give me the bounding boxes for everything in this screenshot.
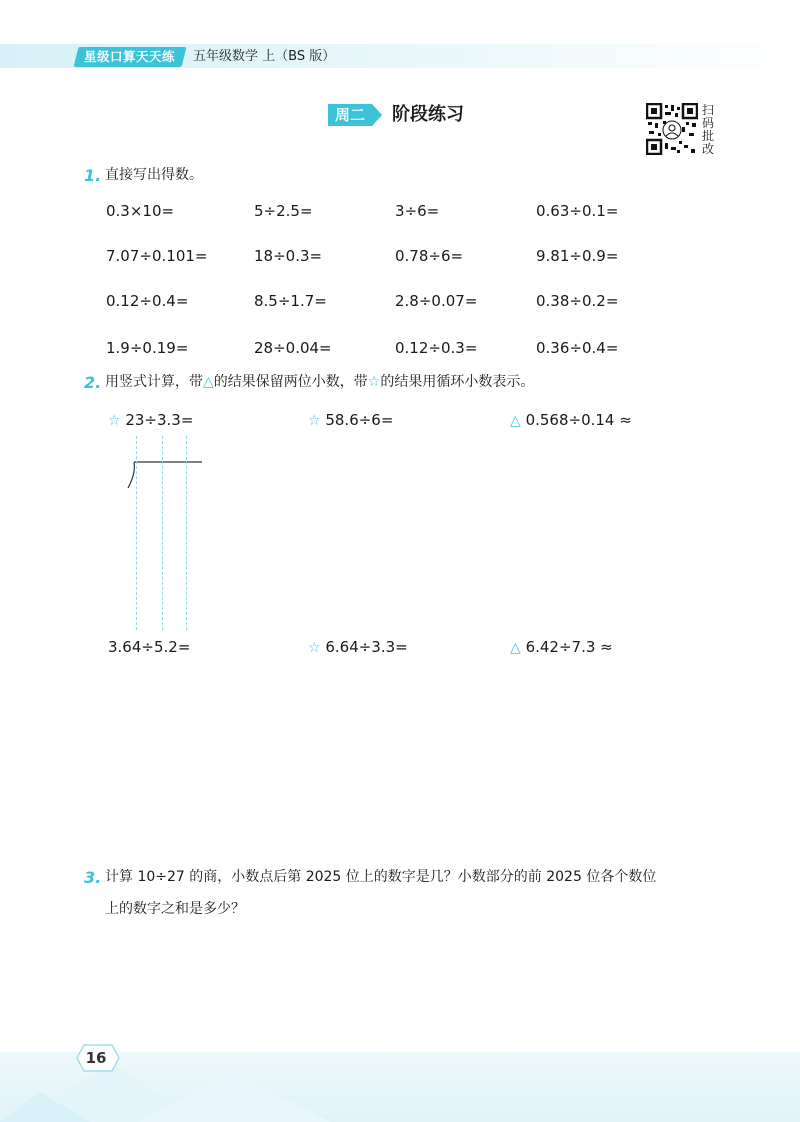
- qr-code-icon[interactable]: [646, 103, 698, 155]
- q2-item: [510, 637, 613, 658]
- page-title: 阶段练习: [392, 104, 464, 125]
- q1-expr: 0.3×10=: [106, 202, 175, 220]
- star-icon: ☆: [367, 374, 381, 390]
- q2-item: [308, 637, 408, 658]
- guide-line: [186, 436, 187, 630]
- book-title: 五年级数学 上（BS 版）: [193, 49, 336, 64]
- q1-expr: 18÷0.3=: [254, 247, 323, 265]
- question-3-number: 3.: [84, 868, 102, 887]
- q2-expr: 0.568÷0.14 ≈: [525, 411, 632, 429]
- question-3-line: 计算 10÷27 的商，小数点后第 2025 位上的数字是几？小数部分的前 2025 位各个数位: [105, 869, 657, 885]
- q2-expr: 6.64÷3.3=: [325, 638, 408, 656]
- question-1-text: 直接写出得数。: [105, 167, 203, 183]
- q2-text-part: 用竖式计算，带: [105, 374, 203, 390]
- guide-line: [162, 436, 163, 630]
- star-icon: ☆: [308, 413, 321, 429]
- q1-expr: 0.12÷0.4=: [106, 292, 189, 310]
- guide-line: [136, 436, 137, 630]
- q1-expr: 5÷2.5=: [254, 202, 313, 220]
- star-icon: ☆: [308, 640, 321, 656]
- question-2-text: [105, 372, 534, 392]
- triangle-icon: △: [510, 640, 521, 656]
- question-3-text: [105, 861, 745, 925]
- question-2-number: 2.: [84, 373, 102, 392]
- q2-expr: 6.42÷7.3 ≈: [525, 638, 613, 656]
- q1-expr: 0.63÷0.1=: [536, 202, 619, 220]
- q1-expr: 7.07÷0.101=: [106, 247, 208, 265]
- day-tag-arrow: [372, 104, 382, 126]
- q1-expr: 3÷6=: [395, 202, 440, 220]
- q1-expr: 28÷0.04=: [254, 339, 332, 357]
- q1-expr: 1.9÷0.19=: [106, 339, 189, 357]
- day-tag: 周二: [328, 104, 372, 126]
- q1-expr: 8.5÷1.7=: [254, 292, 327, 310]
- q2-expr: 23÷3.3=: [125, 411, 194, 429]
- page-number: 16: [85, 1049, 107, 1067]
- q2-item: [308, 410, 393, 431]
- footer-band: [0, 1052, 800, 1122]
- q2-item: [108, 637, 190, 657]
- star-icon: ☆: [108, 413, 121, 429]
- q1-expr: 0.78÷6=: [395, 247, 464, 265]
- q1-expr: 0.36÷0.4=: [536, 339, 619, 357]
- q2-item: [108, 410, 193, 431]
- question-3-line: 上的数字之和是多少？: [105, 901, 245, 917]
- triangle-icon: △: [203, 374, 214, 390]
- q1-expr: 0.38÷0.2=: [536, 292, 619, 310]
- triangle-icon: △: [510, 413, 521, 429]
- q2-item: [510, 410, 632, 431]
- question-1-number: 1.: [84, 166, 102, 185]
- q2-expr: 58.6÷6=: [325, 411, 394, 429]
- long-division-bracket: [120, 455, 210, 495]
- q2-text-part: 的结果保留两位小数，带: [213, 374, 368, 390]
- q2-expr: 3.64÷5.2=: [108, 638, 191, 656]
- q1-expr: 9.81÷0.9=: [536, 247, 619, 265]
- q1-expr: 2.8÷0.07=: [395, 292, 478, 310]
- q1-expr: 0.12÷0.3=: [395, 339, 478, 357]
- qr-label: 扫码批改: [702, 103, 715, 156]
- q2-text-part: 的结果用循环小数表示。: [380, 374, 535, 390]
- series-name: 星级口算天天练: [84, 49, 176, 64]
